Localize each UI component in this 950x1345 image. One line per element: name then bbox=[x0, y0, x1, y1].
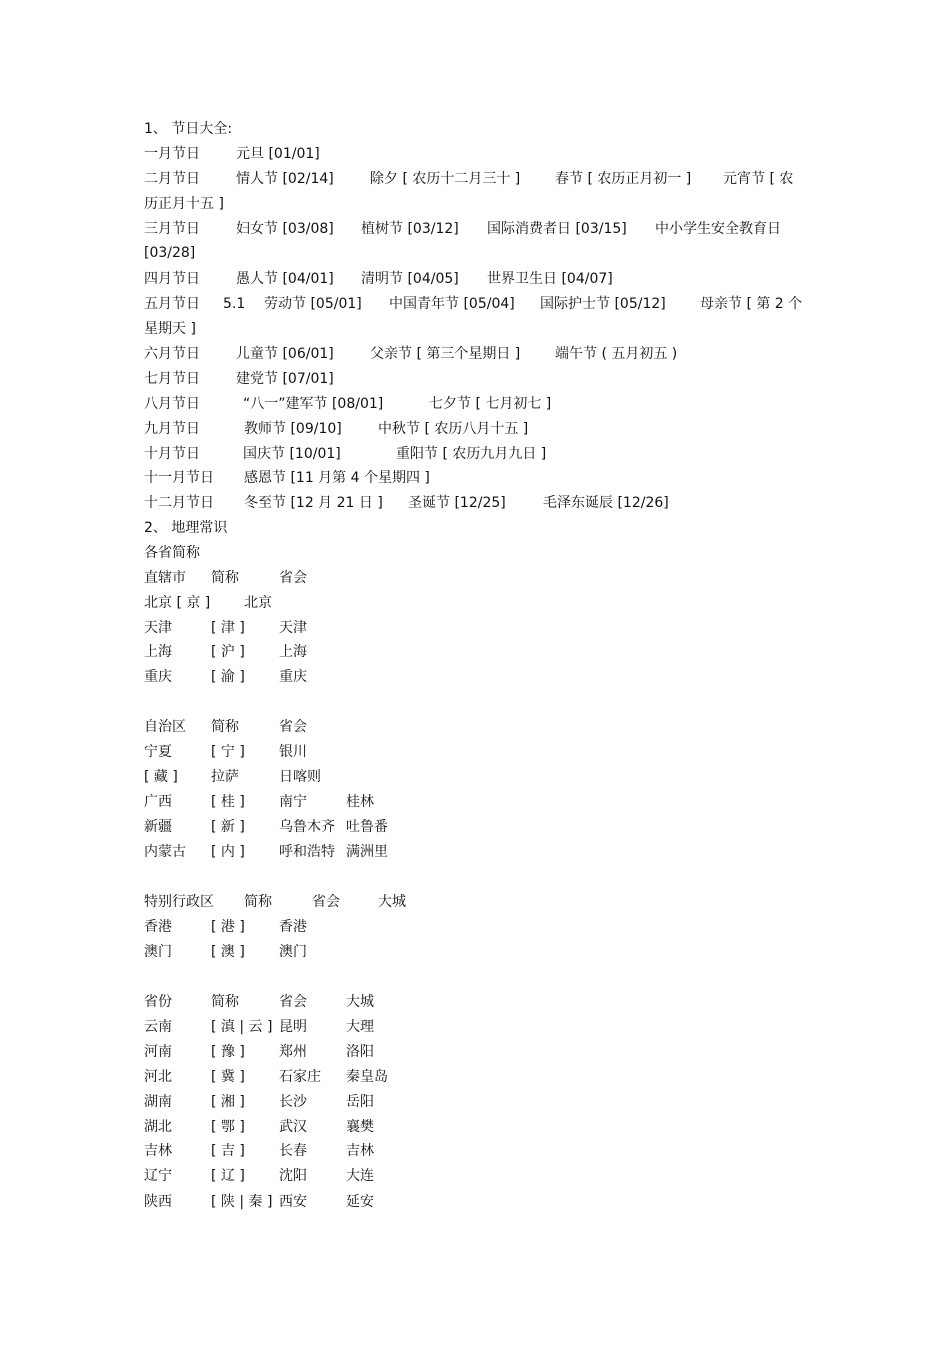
holiday-cell: 儿童节 [06/01] bbox=[236, 346, 334, 362]
holiday-cell: 星期天 ] bbox=[144, 321, 196, 337]
holiday-cell: 二月节日 bbox=[144, 171, 200, 187]
holiday-cell: 愚人节 [04/01] bbox=[236, 271, 334, 287]
province-cell: 省会 bbox=[279, 719, 307, 735]
province-cell: 秦皇岛 bbox=[346, 1069, 388, 1085]
province-cell: 沈阳 bbox=[279, 1168, 307, 1184]
province-cell: 长沙 bbox=[279, 1094, 307, 1110]
province-cell: 香港 bbox=[144, 919, 172, 935]
province-cell: 洛阳 bbox=[346, 1044, 374, 1060]
holiday-cell: 圣诞节 [12/25] bbox=[408, 495, 506, 511]
holiday-cell: 除夕 [ 农历十二月三十 ] bbox=[370, 171, 521, 187]
province-cell: [ 沪 ] bbox=[211, 644, 245, 660]
province-cell: 省会 bbox=[279, 994, 307, 1010]
province-cell: 陕西 bbox=[144, 1194, 172, 1210]
holiday-cell: “八一”建军节 [08/01] bbox=[243, 396, 384, 412]
province-cell: [ 冀 ] bbox=[211, 1069, 245, 1085]
province-cell: 大连 bbox=[346, 1168, 374, 1184]
province-cell: [ 吉 ] bbox=[211, 1143, 245, 1159]
province-cell: 长春 bbox=[279, 1143, 307, 1159]
province-cell: 吉林 bbox=[346, 1143, 374, 1159]
holiday-cell: 中国青年节 [05/04] bbox=[389, 296, 515, 312]
province-cell: 重庆 bbox=[279, 669, 307, 685]
holiday-cell: 感恩节 [11 月第 4 个星期四 ] bbox=[244, 470, 430, 486]
province-cell: 郑州 bbox=[279, 1044, 307, 1060]
province-cell: [ 豫 ] bbox=[211, 1044, 245, 1060]
province-cell: 拉萨 bbox=[211, 769, 239, 785]
province-cell: [ 湘 ] bbox=[211, 1094, 245, 1110]
province-cell: 天津 bbox=[144, 620, 172, 636]
holiday-cell: 十一月节日 bbox=[144, 470, 214, 486]
province-cell: 省份 bbox=[144, 994, 172, 1010]
province-cell: 延安 bbox=[346, 1194, 374, 1210]
province-cell: 简称 bbox=[211, 570, 239, 586]
holiday-cell: 5.1 bbox=[223, 296, 246, 312]
holiday-cell: 八月节日 bbox=[144, 396, 200, 412]
holiday-cell: 冬至节 [12 月 21 日 ] bbox=[244, 495, 383, 511]
holiday-cell: 国庆节 [10/01] bbox=[243, 446, 341, 462]
province-cell: 云南 bbox=[144, 1019, 172, 1035]
province-cell: 特别行政区 bbox=[144, 894, 214, 910]
holiday-cell: 中秋节 [ 农历八月十五 ] bbox=[378, 421, 529, 437]
holiday-cell: 五月节日 bbox=[144, 296, 200, 312]
holiday-cell: 毛泽东诞辰 [12/26] bbox=[543, 495, 669, 511]
holiday-cell: 三月节日 bbox=[144, 221, 200, 237]
province-cell: [ 辽 ] bbox=[211, 1168, 245, 1184]
province-cell: 香港 bbox=[279, 919, 307, 935]
holiday-cell: 情人节 [02/14] bbox=[236, 171, 334, 187]
province-cell: 内蒙古 bbox=[144, 844, 186, 860]
province-cell: 广西 bbox=[144, 794, 172, 810]
holiday-cell: 世界卫生日 [04/07] bbox=[487, 271, 613, 287]
holiday-cell: 劳动节 [05/01] bbox=[264, 296, 362, 312]
province-cell: [ 津 ] bbox=[211, 620, 245, 636]
subsection-heading-text: 各省简称 bbox=[144, 545, 200, 561]
holiday-cell: 七月节日 bbox=[144, 371, 200, 387]
province-cell: 襄樊 bbox=[346, 1119, 374, 1135]
holiday-cell: 七夕节 [ 七月初七 ] bbox=[429, 396, 552, 412]
province-cell: 吉林 bbox=[144, 1143, 172, 1159]
province-cell: 辽宁 bbox=[144, 1168, 172, 1184]
province-cell: 直辖市 bbox=[144, 570, 186, 586]
province-cell: [ 港 ] bbox=[211, 919, 245, 935]
province-cell: 简称 bbox=[211, 719, 239, 735]
holiday-cell: 重阳节 [ 农历九月九日 ] bbox=[396, 446, 547, 462]
province-cell: 北京 bbox=[244, 595, 272, 611]
province-cell: 简称 bbox=[211, 994, 239, 1010]
holiday-cell: 元宵节 [ 农 bbox=[723, 171, 794, 187]
province-cell: 呼和浩特 bbox=[279, 844, 335, 860]
province-cell: 日喀则 bbox=[279, 769, 321, 785]
holiday-cell: 国际护士节 [05/12] bbox=[540, 296, 666, 312]
holiday-cell: 六月节日 bbox=[144, 346, 200, 362]
holiday-cell: 中小学生安全教育日 bbox=[655, 221, 781, 237]
province-cell: 吐鲁番 bbox=[346, 819, 388, 835]
province-cell: 桂林 bbox=[346, 794, 374, 810]
province-cell: 南宁 bbox=[279, 794, 307, 810]
province-cell: [ 藏 ] bbox=[144, 769, 178, 785]
province-cell: 湖南 bbox=[144, 1094, 172, 1110]
holiday-cell: 教师节 [09/10] bbox=[244, 421, 342, 437]
holiday-cell: [03/28] bbox=[144, 245, 196, 261]
province-cell: 西安 bbox=[279, 1194, 307, 1210]
province-cell: 武汉 bbox=[279, 1119, 307, 1135]
province-cell: 宁夏 bbox=[144, 744, 172, 760]
province-cell: 满洲里 bbox=[346, 844, 388, 860]
province-cell: 简称 bbox=[244, 894, 272, 910]
province-cell: 昆明 bbox=[279, 1019, 307, 1035]
section-heading-text: 2、 地理常识 bbox=[144, 520, 228, 536]
province-cell: 大城 bbox=[378, 894, 406, 910]
holiday-cell: 端午节 ( 五月初五 ) bbox=[555, 346, 678, 362]
province-cell: [ 陕 | 秦 ] bbox=[211, 1194, 273, 1210]
province-cell: 河北 bbox=[144, 1069, 172, 1085]
holiday-cell: 十二月节日 bbox=[144, 495, 214, 511]
province-cell: 大理 bbox=[346, 1019, 374, 1035]
holiday-cell: 父亲节 [ 第三个星期日 ] bbox=[370, 346, 521, 362]
province-cell: [ 澳 ] bbox=[211, 944, 245, 960]
holiday-cell: 十月节日 bbox=[144, 446, 200, 462]
province-cell: [ 渝 ] bbox=[211, 669, 245, 685]
province-cell: [ 内 ] bbox=[211, 844, 245, 860]
holiday-cell: 一月节日 bbox=[144, 146, 200, 162]
holiday-cell: 历正月十五 ] bbox=[144, 196, 224, 212]
province-cell: 天津 bbox=[279, 620, 307, 636]
province-cell: [ 桂 ] bbox=[211, 794, 245, 810]
province-cell: 澳门 bbox=[144, 944, 172, 960]
holiday-cell: 清明节 [04/05] bbox=[361, 271, 459, 287]
province-cell: 省会 bbox=[279, 570, 307, 586]
holiday-cell: 建党节 [07/01] bbox=[236, 371, 334, 387]
holiday-cell: 植树节 [03/12] bbox=[361, 221, 459, 237]
province-cell: 河南 bbox=[144, 1044, 172, 1060]
holiday-cell: 母亲节 [ 第 2 个 bbox=[700, 296, 803, 312]
province-cell: 重庆 bbox=[144, 669, 172, 685]
province-cell: 乌鲁木齐 bbox=[279, 819, 335, 835]
province-cell: 省会 bbox=[312, 894, 340, 910]
province-cell: 北京 [ 京 ] bbox=[144, 595, 211, 611]
province-cell: [ 鄂 ] bbox=[211, 1119, 245, 1135]
holiday-cell: 元旦 [01/01] bbox=[236, 146, 320, 162]
province-cell: 湖北 bbox=[144, 1119, 172, 1135]
province-cell: 银川 bbox=[279, 744, 307, 760]
province-cell: 上海 bbox=[279, 644, 307, 660]
province-cell: 大城 bbox=[346, 994, 374, 1010]
province-cell: 上海 bbox=[144, 644, 172, 660]
holiday-cell: 国际消费者日 [03/15] bbox=[487, 221, 627, 237]
province-cell: [ 滇 | 云 ] bbox=[211, 1019, 273, 1035]
holiday-cell: 春节 [ 农历正月初一 ] bbox=[555, 171, 692, 187]
province-cell: [ 新 ] bbox=[211, 819, 245, 835]
province-cell: 澳门 bbox=[279, 944, 307, 960]
holiday-cell: 四月节日 bbox=[144, 271, 200, 287]
province-cell: [ 宁 ] bbox=[211, 744, 245, 760]
holiday-cell: 妇女节 [03/08] bbox=[236, 221, 334, 237]
province-cell: 岳阳 bbox=[346, 1094, 374, 1110]
province-cell: 自治区 bbox=[144, 719, 186, 735]
section-heading-text: 1、 节日大全: bbox=[144, 121, 233, 137]
holiday-cell: 九月节日 bbox=[144, 421, 200, 437]
province-cell: 石家庄 bbox=[279, 1069, 321, 1085]
province-cell: 新疆 bbox=[144, 819, 172, 835]
